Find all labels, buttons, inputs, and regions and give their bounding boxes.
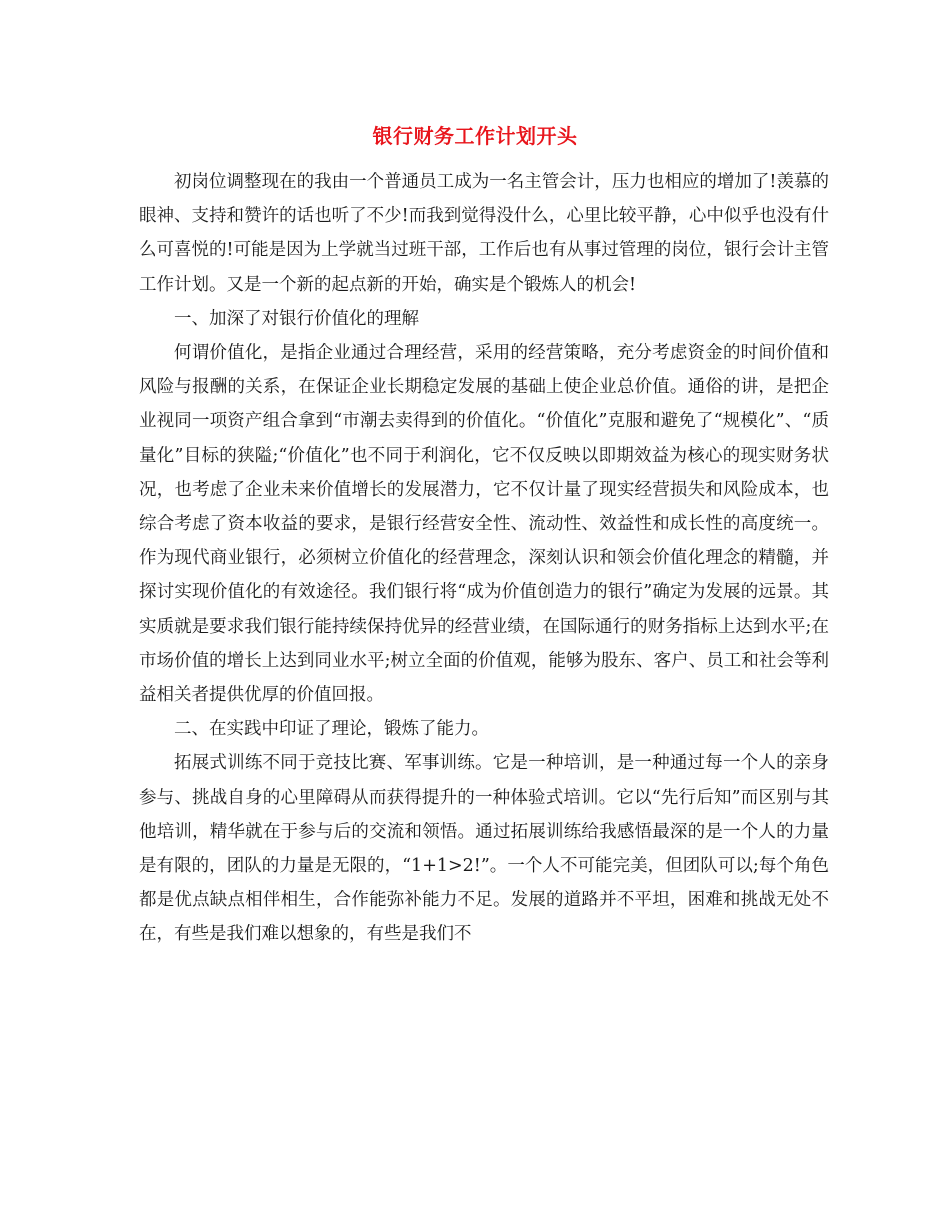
paragraph-intro: 初岗位调整现在的我由一个普通员工成为一名主管会计，压力也相应的增加了!羡慕的眼神、支持和赞许的话也听了不少!而我到觉得没什么，心里比较平静，心中似乎也没有什么可喜悦的!可能是因为上学就当过班干部，工作后也有从事过管理的岗位，银行会计主管工作计划。又是一个新的起点新的开始，确实是个锻炼人的机会! xyxy=(139,172,829,295)
document-title: 银行财务工作计划开头 xyxy=(372,124,578,148)
section-heading-2: 二、在实践中印证了理论，锻炼了能力。 xyxy=(174,719,489,740)
paragraph-value-maximization: 何谓价值化，是指企业通过合理经营，采用的经营策略，充分考虑资金的时间价值和风险与报酬的关系，在保证企业长期稳定发展的基础上使企业总价值。通俗的讲，是把企业视同一项资产组合拿到“市潮去卖得到的价值化。“价值化”克服和避免了“规模化”、“质量化”目标的狭隘;“价值化”也不同于利润化，它不仅反映以即期效益为核心的现实财务状况，也考虑了企业未来价值增长的发展潜力，它不仅计量了现实经营损失和风险成本，也综合考虑了资本收益的要求，是银行经营安全性、流动性、效益性和成长性的高度统一。作为现代商业银行，必须树立价值化的经营理念，深刻认识和领会价值化理念的精髓，并探讨实现价值化的有效途径。我们银行将“成为价值创造力的银行”确定为发展的远景。其实质就是要求我们银行能持续保持优异的经营业绩，在国际通行的财务指标上达到水平;在市场价值的增长上达到同业水平;树立全面的价值观，能够为股东、客户、员工和社会等利益相关者提供优厚的价值回报。 xyxy=(139,343,829,706)
document-body xyxy=(139,165,829,952)
section-heading-1: 一、加深了对银行价值化的理解 xyxy=(174,308,419,329)
paragraph-outward-training: 拓展式训练不同于竞技比赛、军事训练。它是一种培训，是一种通过每一个人的亲身参与、挑战自身的心里障碍从而获得提升的一种体验式培训。它以“先行后知”而区别与其他培训，精华就在于参与后的交流和领悟。通过拓展训练给我感悟最深的是一个人的力量是有限的，团队的力量是无限的，“1+1>2!”。一个人不可能完美，但团队可以;每个角色都是优点缺点相伴相生，合作能弥补能力不足。发展的道路并不平坦，困难和挑战无处不在，有些是我们难以想象的，有些是我们不 xyxy=(139,753,829,945)
